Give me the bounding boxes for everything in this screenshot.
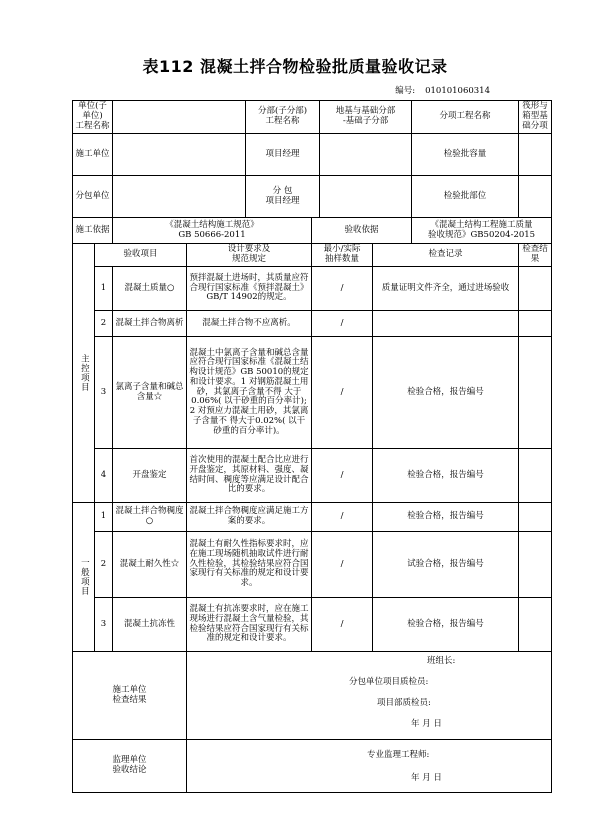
item-result bbox=[519, 598, 552, 652]
pm-label: 项目经理 bbox=[246, 134, 320, 176]
item-sample: / bbox=[312, 449, 373, 503]
item-requirement: 混凝土有耐久性指标要求时，应在施工现场随机抽取试件进行耐久性检验，其检验结果应符合国家现行有关标准的规定和设计要求。 bbox=[187, 532, 312, 598]
item-result bbox=[519, 311, 552, 337]
table-row bbox=[73, 267, 552, 311]
part-name-value: 地基与基础分部 -基础子分部 bbox=[320, 101, 412, 134]
item-result bbox=[519, 337, 552, 449]
item-name: 混凝土耐久性☆ bbox=[113, 532, 187, 598]
item-name-value: 筏形与箱型基 础分项 bbox=[519, 101, 552, 134]
basis-label: 施工依据 bbox=[73, 218, 113, 244]
team-leader-label: 班组长: bbox=[427, 656, 456, 666]
item-requirement: 预拌混凝土进场时，其质量应符合现行国家标准《预拌混凝土》GB/T 14902的规定。 bbox=[187, 267, 312, 311]
item-name: 混凝土抗冻性 bbox=[113, 598, 187, 652]
sub-pm-value bbox=[320, 176, 412, 218]
item-record: 检验合格，报告编号 bbox=[373, 503, 519, 532]
accept-basis-label: 验收依据 bbox=[312, 218, 412, 244]
sub-qc-label: 分包单位项目质检员: bbox=[349, 677, 429, 687]
supervision-label: 监理单位 验收结论 bbox=[73, 740, 187, 793]
accept-basis-value: 《混凝土结构工程施工质量 验收规范》GB50204-2015 bbox=[412, 218, 552, 244]
page-title: 表112 混凝土拌合物检验批质量验收记录 bbox=[142, 57, 448, 76]
basis-value: 《混凝土结构施工规范》 GB 50666-2011 bbox=[113, 218, 312, 244]
col-design: 设计要求及 规范规定 bbox=[187, 244, 312, 267]
supervisor-label: 专业监理工程师: bbox=[367, 750, 430, 760]
col-record: 检查记录 bbox=[373, 244, 519, 267]
batch-capacity-label: 检验批容量 bbox=[412, 134, 519, 176]
item-no: 3 bbox=[95, 598, 113, 652]
general-group: 一般项目 bbox=[73, 503, 95, 652]
item-sample: / bbox=[312, 337, 373, 449]
supervision-signature-area bbox=[187, 740, 552, 793]
table-row bbox=[73, 503, 552, 532]
item-requirement: 混凝土中氯离子含量和碱总含量应符合现行国家标准《混凝土结构设计规范》GB 50010的规定和设计要求。1 对钢筋混凝土用砂，其氯离子含量不得 大于0.06%( 以干砂重的百分率计); 2 对预应力混凝土用砂，其氯离子含量不 得大于0.02%( 以干砂重的百分率计)。 bbox=[187, 337, 312, 449]
item-record bbox=[373, 311, 519, 337]
item-name-label: 分项工程名称 bbox=[412, 101, 519, 134]
item-sample: / bbox=[312, 503, 373, 532]
construction-check-label: 施工单位 检查结果 bbox=[73, 652, 187, 740]
unit-name-value bbox=[113, 101, 246, 134]
date-label: 年 月 日 bbox=[411, 719, 442, 729]
item-name: 混凝土质量○ bbox=[113, 267, 187, 311]
item-result bbox=[519, 449, 552, 503]
item-no: 4 bbox=[95, 449, 113, 503]
construction-unit-value bbox=[113, 134, 246, 176]
table-row bbox=[73, 532, 552, 598]
item-name: 氯离子含量和碱总含量☆ bbox=[113, 337, 187, 449]
sub-unit-value bbox=[113, 176, 246, 218]
date-label: 年 月 日 bbox=[411, 773, 442, 783]
item-name: 混凝土拌合物离析 bbox=[113, 311, 187, 337]
item-record: 检验合格，报告编号 bbox=[373, 337, 519, 449]
batch-capacity-value bbox=[519, 134, 552, 176]
table-row bbox=[73, 311, 552, 337]
table-row bbox=[73, 598, 552, 652]
item-sample: / bbox=[312, 267, 373, 311]
item-result bbox=[519, 267, 552, 311]
item-requirement: 首次使用的混凝土配合比应进行开盘鉴定，其原材料、强度、凝结时间、稠度等应满足设计配合比的要求。 bbox=[187, 449, 312, 503]
unit-name-label: 单位(子单位) 工程名称 bbox=[73, 101, 113, 134]
item-sample: / bbox=[312, 532, 373, 598]
col-result: 检查结 果 bbox=[519, 244, 552, 267]
item-requirement: 混凝土拌合物不应离析。 bbox=[187, 311, 312, 337]
doc-no-label: 编号: bbox=[395, 86, 416, 96]
item-record: 质量证明文件齐全，通过进场验收 bbox=[373, 267, 519, 311]
item-record: 检验合格，报告编号 bbox=[373, 449, 519, 503]
item-no: 1 bbox=[95, 267, 113, 311]
table-row bbox=[73, 449, 552, 503]
item-requirement: 混凝土拌合物稠度应满足施工方案的要求。 bbox=[187, 503, 312, 532]
item-name: 开盘鉴定 bbox=[113, 449, 187, 503]
item-sample: / bbox=[312, 311, 373, 337]
item-result bbox=[519, 503, 552, 532]
doc-no-value: 010101060314 bbox=[425, 86, 490, 96]
item-name: 混凝土拌合物稠度○ bbox=[113, 503, 187, 532]
col-item: 验收项目 bbox=[95, 244, 187, 267]
inspection-table bbox=[72, 100, 552, 793]
item-no: 2 bbox=[95, 311, 113, 337]
part-name-label: 分部(子分部) 工程名称 bbox=[246, 101, 320, 134]
construction-signature-area bbox=[187, 652, 552, 740]
item-no: 1 bbox=[95, 503, 113, 532]
sub-pm-label: 分 包 项目经理 bbox=[246, 176, 320, 218]
document-number bbox=[385, 84, 490, 96]
col-sample: 最小/实际 抽样数量 bbox=[312, 244, 373, 267]
item-result bbox=[519, 532, 552, 598]
pm-value bbox=[320, 134, 412, 176]
construction-unit-label: 施工单位 bbox=[73, 134, 113, 176]
item-no: 3 bbox=[95, 337, 113, 449]
proj-qc-label: 项目部质检员: bbox=[377, 698, 431, 708]
item-sample: / bbox=[312, 598, 373, 652]
item-record: 检验合格，报告编号 bbox=[373, 598, 519, 652]
batch-part-label: 检验批部位 bbox=[412, 176, 519, 218]
item-record: 试验合格，报告编号 bbox=[373, 532, 519, 598]
sub-unit-label: 分包单位 bbox=[73, 176, 113, 218]
batch-part-value bbox=[519, 176, 552, 218]
item-no: 2 bbox=[95, 532, 113, 598]
table-row bbox=[73, 337, 552, 449]
main-control-group: 主控项目 bbox=[73, 244, 95, 503]
item-requirement: 混凝土有抗冻要求时，应在施工现场进行混凝土含气量检验，其检验结果应符合国家现行有关标准的规定和设计要求。 bbox=[187, 598, 312, 652]
